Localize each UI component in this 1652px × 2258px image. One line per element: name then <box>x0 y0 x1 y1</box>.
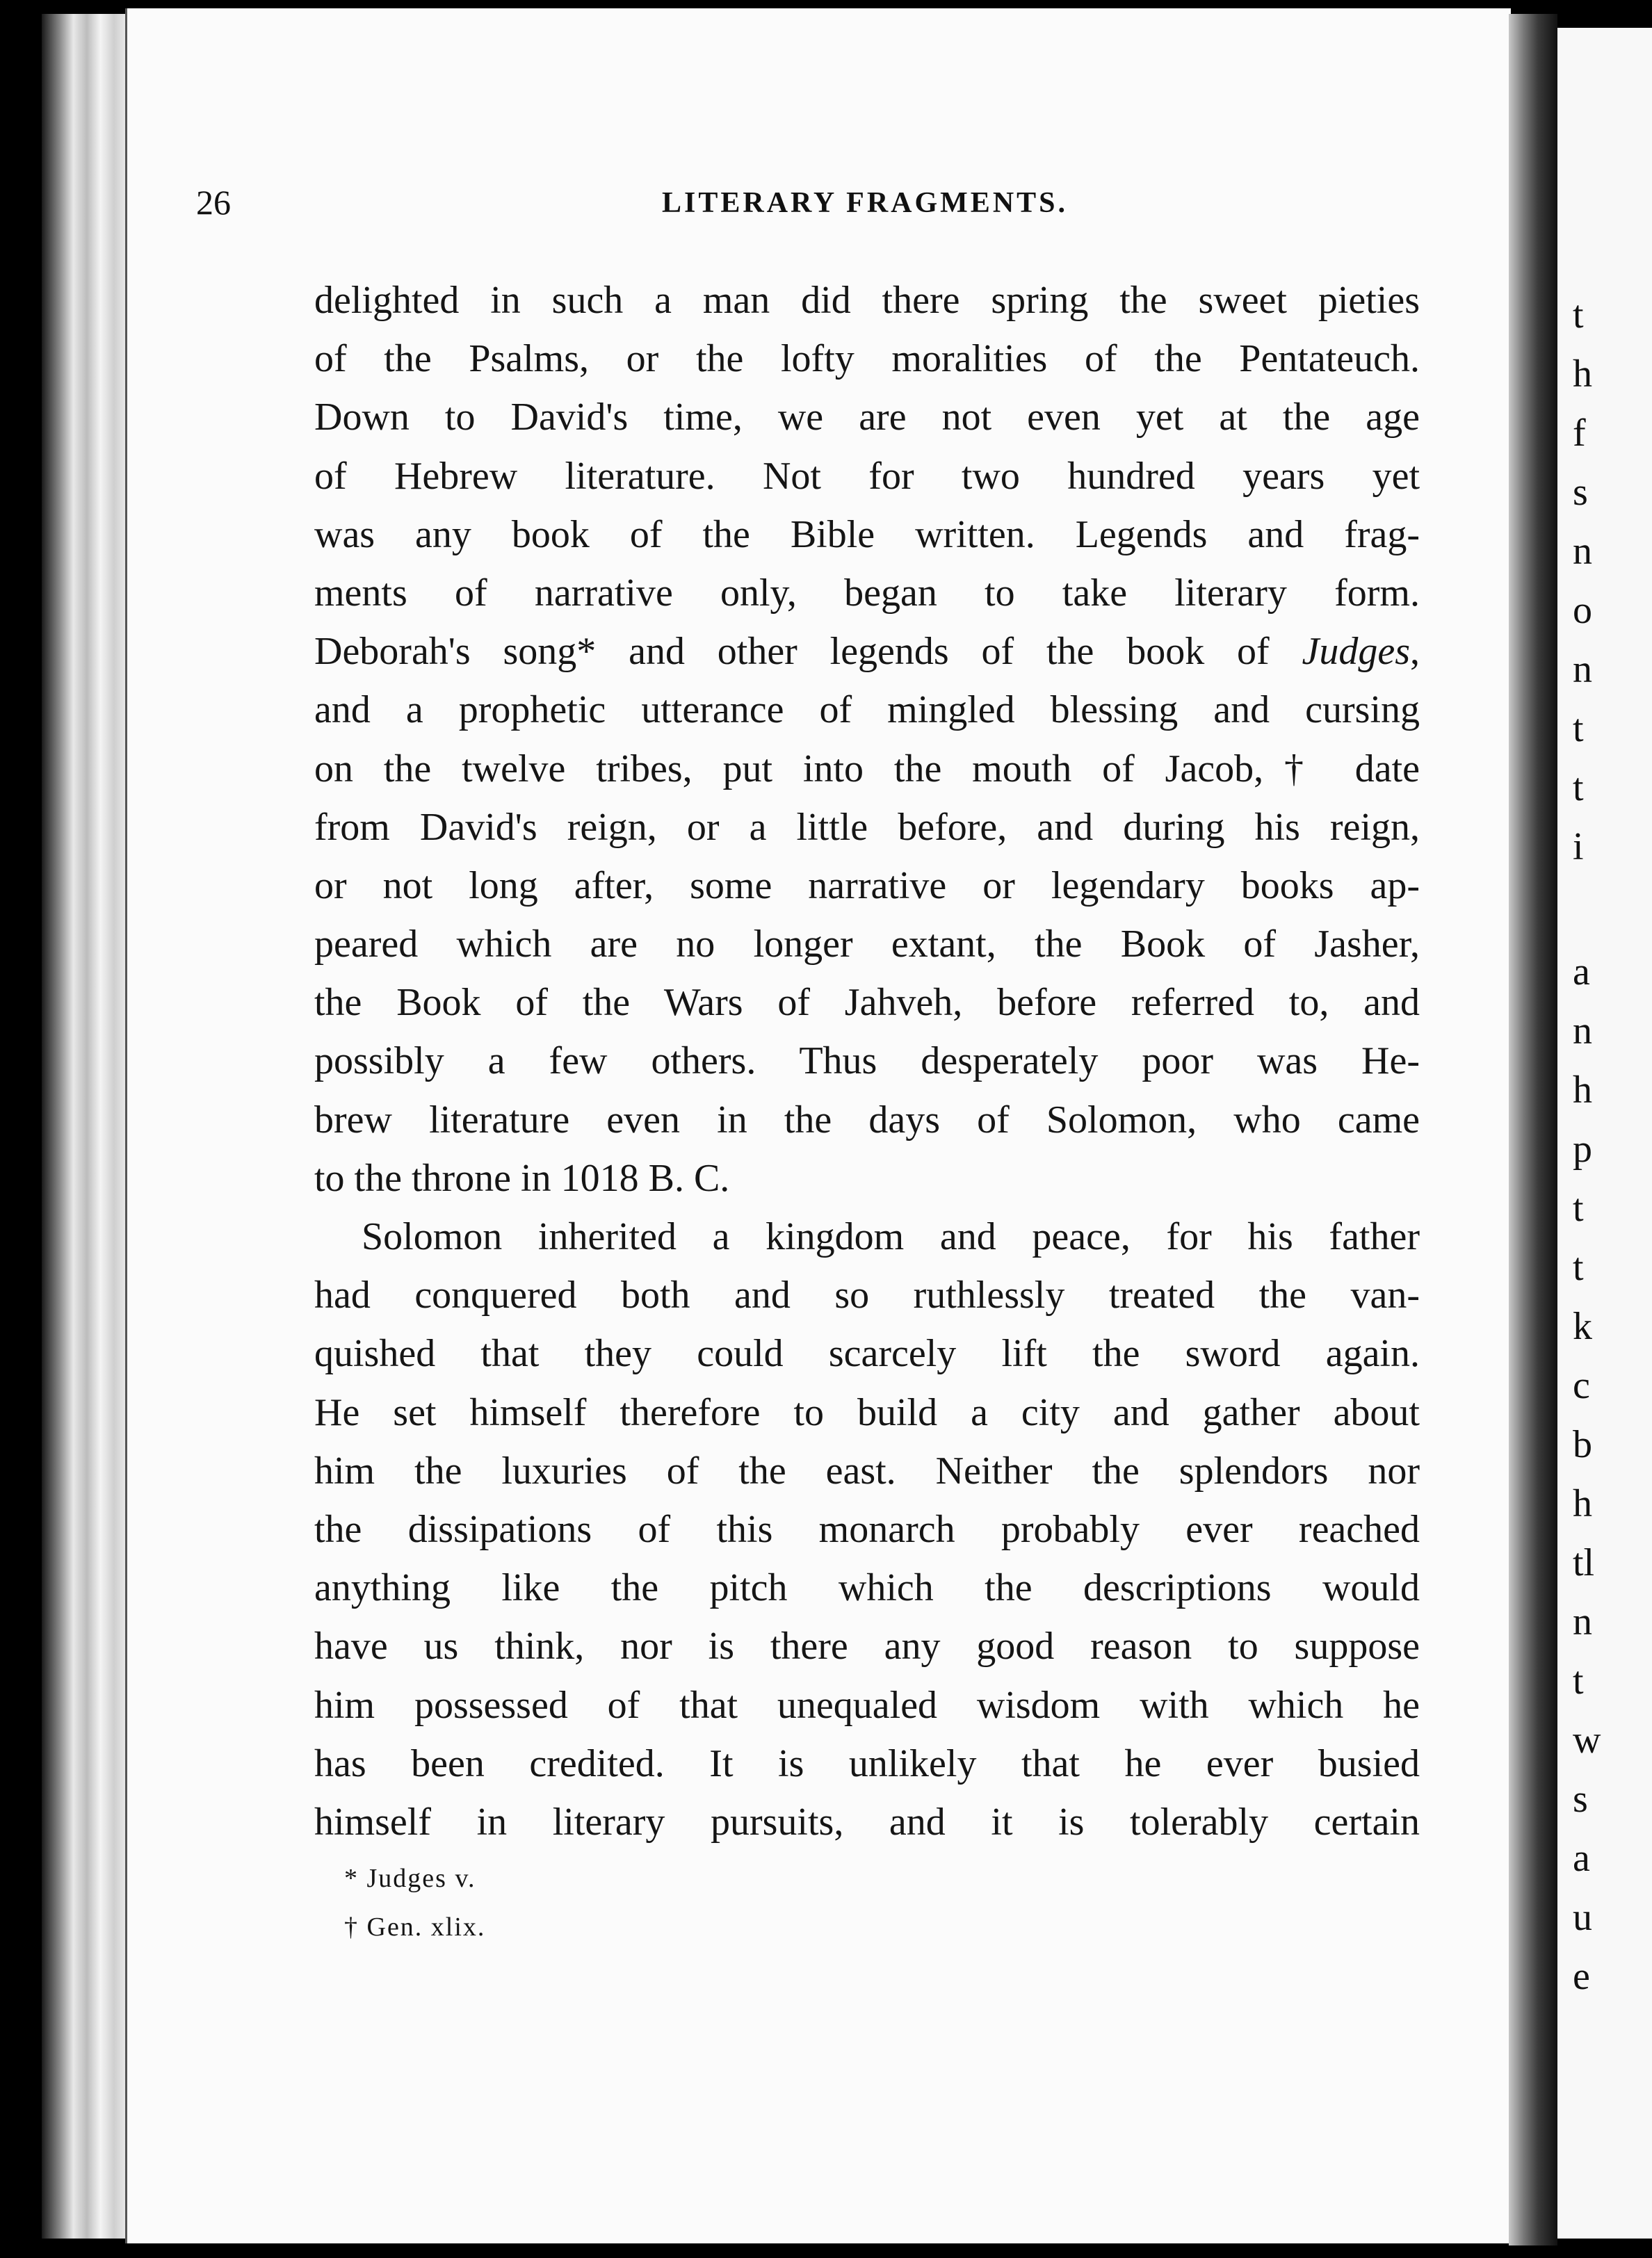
facing-page-letter: t <box>1573 1187 1584 1230</box>
body-text <box>314 271 1420 1851</box>
paragraph-start-line: Solomon inherited a kingdom and peace, for his father <box>362 1215 1420 1258</box>
facing-page-fragment <box>1557 28 1652 2239</box>
text-line: of Hebrew literature. Not for two hundred years yet <box>314 454 1420 498</box>
facing-page-letter: s <box>1573 471 1588 514</box>
text-line: anything like the pitch which the descriptions would <box>314 1566 1420 1610</box>
facing-page-letter: h <box>1573 1069 1592 1112</box>
facing-page-letter: c <box>1573 1364 1590 1407</box>
facing-page-letter: t <box>1573 1246 1584 1289</box>
text-line: Down to David's time, we are not even yet at the age <box>314 396 1420 439</box>
facing-page-letter: t <box>1573 1659 1584 1703</box>
text-segment: , <box>1410 630 1420 674</box>
page-number: 26 <box>196 183 231 222</box>
text-segment: Deborah's song* and other legends of the book of <box>314 630 1302 674</box>
facing-page-letter: t <box>1573 293 1584 336</box>
text-line: him the luxuries of the east. Neither the splendors nor <box>314 1449 1420 1493</box>
facing-page-letter: w <box>1573 1719 1601 1762</box>
facing-page-letter: e <box>1573 1955 1590 1998</box>
text-line: himself in literary pursuits, and it is tolerably certain <box>314 1800 1420 1844</box>
running-title: LITERARY FRAGMENTS. <box>662 187 1069 219</box>
text-line: He set himself therefore to build a city and gather about <box>314 1390 1420 1434</box>
text-line: have us think, nor is there any good reason to suppose <box>314 1625 1420 1668</box>
facing-page-letter: a <box>1573 1837 1590 1880</box>
facing-page-letter: u <box>1573 1896 1592 1939</box>
facing-page-letter: h <box>1573 352 1592 396</box>
text-line: has been credited. It is unlikely that he ever busied <box>314 1741 1420 1785</box>
facing-page-letter: n <box>1573 1009 1592 1053</box>
text-line <box>314 622 1420 681</box>
text-line: ments of narrative only, began to take literary form. <box>314 571 1420 615</box>
facing-page-letter: n <box>1573 530 1592 573</box>
italic-book-title: Judges <box>1302 630 1410 674</box>
facing-page-letter: k <box>1573 1305 1592 1348</box>
facing-page-letter: t <box>1573 766 1584 809</box>
text-line: of the Psalms, or the lofty moralities of the Pentateuch. <box>314 337 1420 381</box>
facing-page-letter: t <box>1573 707 1584 750</box>
facing-page-letter: f <box>1573 412 1586 455</box>
text-line: on the twelve tribes, put into the mouth of Jacob,† date <box>314 747 1420 790</box>
text-line: peared which are no longer extant, the Book of Jasher, <box>314 923 1420 966</box>
facing-page-letter: o <box>1573 589 1592 632</box>
footnote-genesis: † Gen. xlix. <box>344 1912 486 1942</box>
text-line: or not long after, some narrative or legendary books ap- <box>314 863 1420 907</box>
facing-page-letter: b <box>1573 1423 1592 1466</box>
footnotes <box>344 1863 485 1960</box>
text-line: quished that they could scarcely lift the sword again. <box>314 1332 1420 1376</box>
text-line: to the throne in 1018 B. C. <box>314 1156 730 1200</box>
text-line: from David's reign, or a little before, and during his reign, <box>314 805 1420 849</box>
text-line: was any book of the Bible written. Legends and frag- <box>314 512 1420 556</box>
text-line: the Book of the Wars of Jahveh, before referred to, and <box>314 981 1420 1025</box>
text-line: the dissipations of this monarch probably ever reached <box>314 1507 1420 1551</box>
facing-page-letter: i <box>1573 825 1584 868</box>
facing-page-letter: s <box>1573 1778 1588 1821</box>
page-gutter <box>1509 14 1557 2245</box>
text-line: brew literature even in the days of Solomon, who came <box>314 1098 1420 1142</box>
text-line: delighted in such a man did there spring the sweet pieties <box>314 279 1420 322</box>
text-line: and a prophetic utterance of mingled blessing and cursing <box>314 688 1420 732</box>
text-line: him possessed of that unequaled wisdom with which he <box>314 1683 1420 1727</box>
text-line: possibly a few others. Thus desperately poor was He- <box>314 1039 1420 1083</box>
facing-page-letter: h <box>1573 1482 1592 1525</box>
book-binding-edge <box>42 14 132 2239</box>
facing-page-letter: n <box>1573 648 1592 691</box>
facing-page-letter: a <box>1573 950 1590 993</box>
text-line: had conquered both and so ruthlessly treated the van- <box>314 1274 1420 1317</box>
footnote-judges: * Judges v. <box>344 1864 476 1893</box>
facing-page-letter: p <box>1573 1128 1592 1171</box>
facing-page-letter: tl <box>1573 1541 1595 1584</box>
running-head <box>196 182 1427 231</box>
facing-page-letter: n <box>1573 1600 1592 1643</box>
